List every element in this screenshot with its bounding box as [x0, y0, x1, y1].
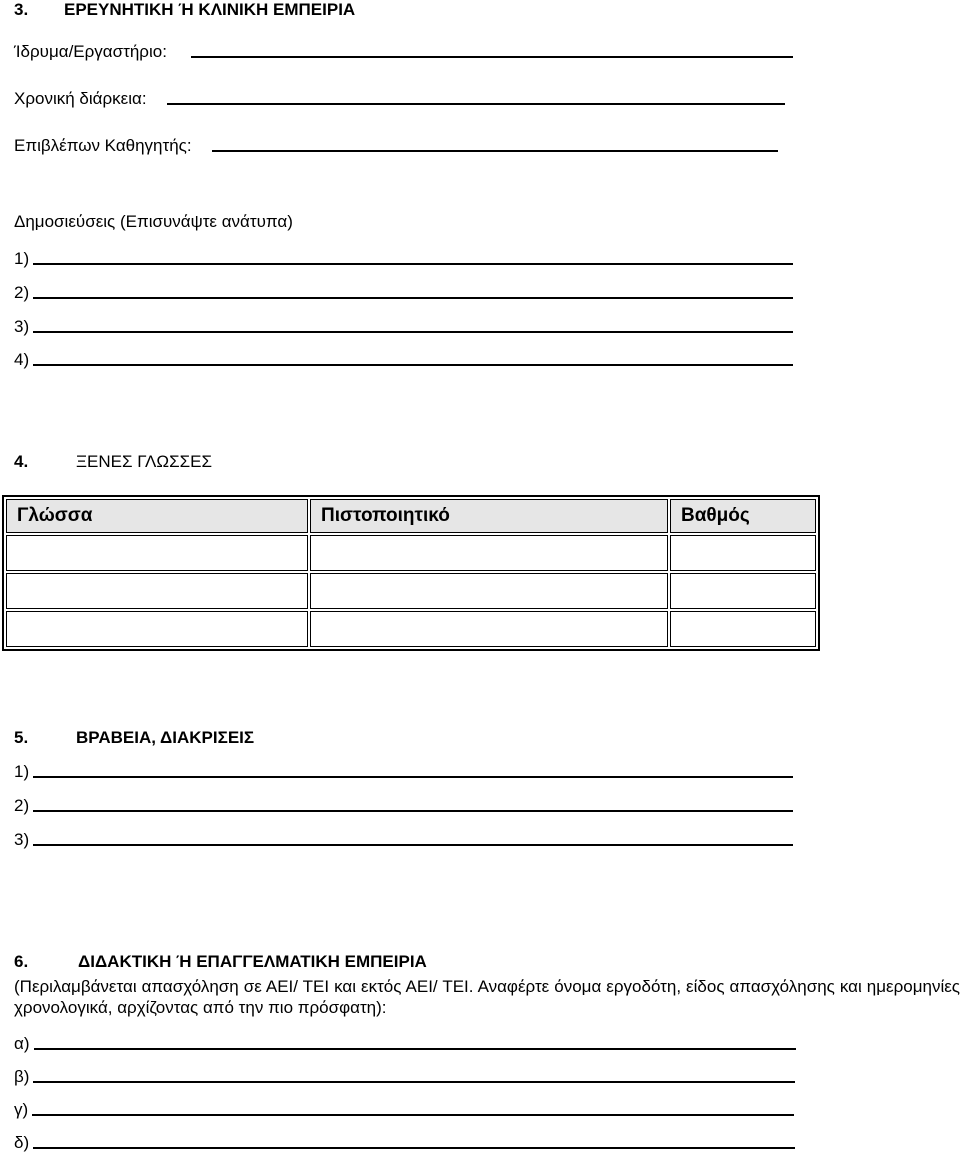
publication-row[interactable] [14, 317, 793, 337]
publication-number: 1) [14, 249, 30, 268]
section-3-number: 3. [14, 0, 29, 19]
language-cell[interactable] [6, 535, 308, 571]
header-certificate: Πιστοποιητικό [310, 499, 668, 533]
experience-letter: δ) [14, 1133, 30, 1152]
grade-cell[interactable] [670, 573, 816, 609]
award-line[interactable] [33, 843, 793, 846]
grade-cell[interactable] [670, 535, 816, 571]
grade-cell[interactable] [670, 611, 816, 647]
section-6-heading [14, 952, 427, 972]
institution-line[interactable] [191, 55, 793, 58]
section-6-number: 6. [14, 952, 29, 971]
table-row [6, 535, 816, 571]
certificate-cell[interactable] [310, 573, 668, 609]
publication-number: 2) [14, 283, 30, 302]
experience-row[interactable] [14, 1034, 796, 1054]
language-cell[interactable] [6, 611, 308, 647]
publication-row[interactable] [14, 350, 793, 370]
publication-line[interactable] [33, 296, 793, 299]
experience-line[interactable] [33, 1146, 795, 1149]
certificate-cell[interactable] [310, 535, 668, 571]
experience-letter: α) [14, 1034, 30, 1053]
section-5-title: ΒΡΑΒΕΙΑ, ΔΙΑΚΡΙΣΕΙΣ [76, 728, 255, 747]
certificate-cell[interactable] [310, 611, 668, 647]
duration-field[interactable] [14, 89, 785, 109]
section-6-title: ΔΙΔΑΚΤΙΚΗ Ή ΕΠΑΓΓΕΛΜΑΤΙΚΗ ΕΜΠΕΙΡΙΑ [78, 952, 427, 971]
experience-row[interactable] [14, 1067, 795, 1087]
institution-field[interactable] [14, 42, 793, 62]
section-4-heading [14, 452, 212, 472]
supervisor-line[interactable] [212, 149, 778, 152]
experience-row[interactable] [14, 1100, 794, 1120]
header-grade: Βαθμός [670, 499, 816, 533]
experience-line[interactable] [34, 1047, 796, 1050]
award-line[interactable] [33, 809, 793, 812]
experience-row[interactable] [14, 1133, 795, 1153]
section-4-title: ΞΕΝΕΣ ΓΛΩΣΣΕΣ [76, 452, 212, 471]
languages-table [2, 495, 820, 651]
section-6-description: (Περιλαμβάνεται απασχόληση σε ΑΕΙ/ ΤΕΙ και εκτός ΑΕΙ/ ΤΕΙ. Αναφέρτε όνομα εργοδότη, είδος απασχόλησης και ημερομηνίες χρονολογικά, αρχίζοντας από την πιο πρόσφατη): [14, 977, 960, 1017]
publication-number: 4) [14, 350, 30, 369]
duration-line[interactable] [167, 102, 785, 105]
section-5-heading [14, 728, 254, 748]
experience-letter: β) [14, 1067, 30, 1086]
duration-label: Χρονική διάρκεια: [14, 89, 147, 108]
experience-line[interactable] [32, 1113, 794, 1116]
publication-row[interactable] [14, 249, 793, 269]
language-cell[interactable] [6, 573, 308, 609]
publication-number: 3) [14, 317, 30, 336]
award-row[interactable] [14, 796, 793, 816]
institution-label: Ίδρυμα/Εργαστήριο: [14, 42, 167, 61]
supervisor-field[interactable] [14, 136, 778, 156]
section-4-number: 4. [14, 452, 29, 471]
header-language: Γλώσσα [6, 499, 308, 533]
award-row[interactable] [14, 762, 793, 782]
experience-letter: γ) [14, 1100, 29, 1119]
supervisor-label: Επιβλέπων Καθηγητής: [14, 136, 192, 155]
publication-line[interactable] [33, 330, 793, 333]
section-5-number: 5. [14, 728, 29, 747]
award-row[interactable] [14, 830, 793, 850]
award-number: 1) [14, 762, 30, 781]
experience-line[interactable] [33, 1080, 795, 1083]
table-header-row [6, 499, 816, 533]
award-number: 2) [14, 796, 30, 815]
section-3-heading [14, 0, 355, 20]
table-row [6, 611, 816, 647]
publication-row[interactable] [14, 283, 793, 303]
section-3-title: ΕΡΕΥΝΗΤΙΚΗ Ή ΚΛΙΝΙΚΗ ΕΜΠΕΙΡΙΑ [64, 0, 356, 19]
award-number: 3) [14, 830, 30, 849]
table-row [6, 573, 816, 609]
publications-label: Δημοσιεύσεις (Επισυνάψτε ανάτυπα) [14, 212, 293, 231]
publication-line[interactable] [33, 363, 793, 366]
award-line[interactable] [33, 775, 793, 778]
publication-line[interactable] [33, 262, 793, 265]
